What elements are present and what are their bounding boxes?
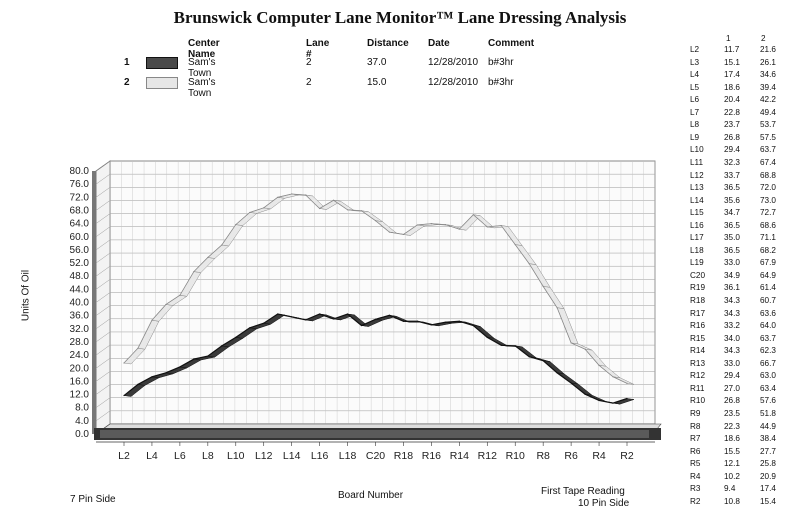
table-board-label: L4 — [690, 70, 700, 80]
series-2-point — [487, 226, 488, 227]
y-tick-label: 44.0 — [69, 284, 89, 296]
table-board-label: L17 — [690, 233, 704, 243]
legend-row1-center: Sam's Town — [188, 57, 216, 79]
series-2-point — [179, 295, 180, 296]
series-2-point — [571, 342, 572, 343]
series-1-point — [598, 400, 599, 401]
series-2-point — [598, 365, 599, 366]
x-tick-label: L8 — [201, 450, 214, 462]
x-tick-label: L18 — [338, 450, 357, 462]
table-row — [688, 258, 796, 268]
table-value-series-2: 73.0 — [760, 195, 776, 205]
y-tick-label: 4.0 — [75, 415, 89, 427]
table-board-label: L12 — [690, 170, 704, 180]
legend-header-distance: Distance — [367, 38, 409, 49]
series-1-point — [193, 358, 194, 359]
table-value-series-2: 51.8 — [760, 408, 776, 418]
left-side-label: 7 Pin Side — [70, 494, 116, 505]
table-board-label: R6 — [690, 446, 701, 456]
table-board-label: R17 — [690, 308, 706, 318]
table-value-series-1: 26.8 — [724, 396, 740, 406]
table-value-series-2: 38.4 — [760, 434, 776, 444]
table-value-series-2: 49.4 — [760, 107, 776, 117]
series-1-point — [347, 313, 348, 314]
series-1-point — [291, 316, 292, 317]
x-tick-label: R16 — [421, 450, 442, 462]
table-row — [688, 296, 796, 306]
table-board-label: R5 — [690, 459, 701, 469]
table-value-series-2: 53.7 — [760, 120, 776, 130]
x-tick-label: R4 — [592, 450, 606, 462]
x-tick-label: R2 — [620, 450, 634, 462]
table-row — [688, 359, 796, 369]
table-value-series-2: 57.5 — [760, 132, 776, 142]
series-1-point — [403, 321, 404, 322]
table-value-series-1: 33.0 — [724, 358, 740, 368]
table-value-series-2: 21.6 — [760, 45, 776, 54]
table-row — [688, 271, 796, 281]
table-board-label: C20 — [690, 270, 706, 280]
table-board-label: R12 — [690, 371, 706, 381]
table-value-series-2: 63.7 — [760, 333, 776, 343]
legend-header-lane: Lane # — [306, 38, 330, 60]
series-2-point — [137, 348, 138, 349]
table-header-series-2: 2 — [761, 34, 766, 43]
series-1-point — [221, 345, 222, 346]
x-tick-label: R18 — [393, 450, 414, 462]
table-header-series-1: 1 — [726, 34, 731, 43]
right-side-label: 10 Pin Side — [578, 498, 630, 509]
y-tick-label: 20.0 — [69, 363, 89, 375]
series-1-point — [249, 327, 250, 328]
series-2-point — [403, 234, 404, 235]
table-value-series-1: 29.4 — [724, 145, 740, 155]
table-value-series-2: 66.7 — [760, 358, 776, 368]
table-value-series-1: 10.2 — [724, 471, 740, 481]
table-value-series-2: 27.7 — [760, 446, 776, 456]
series-2-point — [543, 286, 544, 287]
table-value-series-1: 36.5 — [724, 183, 740, 193]
series-2-point — [584, 349, 585, 350]
series-2-point — [235, 224, 236, 225]
table-row — [688, 484, 796, 494]
table-value-series-1: 33.0 — [724, 258, 740, 268]
table-board-label: L9 — [690, 132, 700, 142]
x-tick-label: R12 — [477, 450, 497, 462]
table-row — [688, 246, 796, 256]
table-value-series-2: 60.7 — [760, 296, 776, 305]
y-tick-label: 52.0 — [69, 258, 89, 270]
series-1-point — [277, 313, 278, 314]
x-tick-label: R6 — [564, 450, 578, 462]
table-value-series-1: 22.8 — [724, 107, 740, 117]
y-axis-bar — [92, 171, 96, 434]
legend-row1-index: 1 — [124, 57, 130, 68]
series-2-point — [612, 376, 613, 377]
table-value-series-2: 61.4 — [760, 283, 776, 293]
legend-row1-date: 12/28/2010 — [428, 57, 479, 68]
series-1-point — [389, 315, 390, 316]
table-board-label: R10 — [690, 396, 706, 406]
series-2-point — [431, 223, 432, 224]
table-value-series-1: 23.5 — [724, 408, 740, 418]
table-row — [688, 422, 796, 432]
table-board-label: L5 — [690, 82, 700, 92]
series-1-point — [165, 372, 166, 373]
table-value-series-2: 68.2 — [760, 245, 776, 255]
series-1-point — [473, 325, 474, 326]
series-1-point — [263, 323, 264, 324]
legend-row2-date: 12/28/2010 — [428, 77, 479, 88]
x-tick-label: L6 — [174, 450, 186, 462]
table-value-series-2: 20.9 — [760, 471, 776, 481]
series-2-point — [361, 210, 362, 211]
series-1-point — [626, 398, 627, 399]
table-value-series-2: 72.7 — [760, 208, 776, 218]
table-board-label: R14 — [690, 346, 706, 356]
table-value-series-2: 62.3 — [760, 346, 776, 356]
table-value-series-1: 34.3 — [724, 308, 740, 318]
table-value-series-2: 17.4 — [760, 484, 776, 494]
board-number-label: Board Number — [338, 490, 404, 501]
table-row — [688, 145, 796, 155]
table-board-label: L3 — [690, 57, 700, 67]
series-1-point — [319, 313, 320, 314]
table-value-series-1: 32.3 — [724, 157, 740, 167]
series-2-point — [375, 220, 376, 221]
table-board-label: R2 — [690, 496, 701, 506]
table-value-series-1: 15.1 — [724, 57, 740, 67]
x-tick-label: R8 — [536, 450, 550, 462]
table-value-series-1: 36.1 — [724, 283, 740, 293]
table-value-series-1: 34.0 — [724, 333, 740, 343]
table-board-label: R7 — [690, 434, 701, 444]
y-tick-label: 48.0 — [69, 271, 89, 283]
table-board-label: R16 — [690, 321, 706, 331]
series-2-point — [277, 197, 278, 198]
table-row — [688, 196, 796, 206]
table-value-series-1: 35.0 — [724, 233, 740, 243]
table-row — [688, 83, 796, 93]
series-2-point — [347, 209, 348, 210]
y-tick-label: 76.0 — [69, 179, 89, 191]
series-1-point — [235, 337, 236, 338]
series-1-point — [445, 322, 446, 323]
series-2-point — [249, 212, 250, 213]
series-1-point — [487, 337, 488, 338]
table-value-series-1: 36.5 — [724, 220, 740, 230]
table-row — [688, 334, 796, 344]
table-board-label: R13 — [690, 358, 706, 368]
series-2-point — [333, 200, 334, 201]
table-row — [688, 221, 796, 231]
series-1-point — [431, 324, 432, 325]
y-tick-label: 36.0 — [69, 310, 89, 322]
table-value-series-2: 63.7 — [760, 145, 776, 155]
y-tick-label: 32.0 — [69, 323, 89, 335]
y-tick-label: 56.0 — [69, 244, 89, 256]
table-row — [688, 158, 796, 168]
table-row — [688, 472, 796, 482]
table-value-series-1: 33.7 — [724, 170, 740, 180]
table-value-series-2: 72.0 — [760, 183, 776, 193]
series-2-point — [417, 224, 418, 225]
table-value-series-2: 67.4 — [760, 157, 776, 167]
series-2-point — [207, 257, 208, 258]
legend-row2-comment: b#3hr — [488, 77, 514, 88]
first-tape-label: First Tape Reading — [541, 486, 625, 497]
series-2-point — [473, 214, 474, 215]
table-board-label: L19 — [690, 258, 704, 268]
series-1-point — [459, 321, 460, 322]
table-value-series-2: 25.8 — [760, 459, 776, 469]
table-board-label: R18 — [690, 296, 706, 305]
table-value-series-1: 36.5 — [724, 245, 740, 255]
table-value-series-2: 57.6 — [760, 396, 776, 406]
table-board-label: L18 — [690, 245, 704, 255]
y-tick-label: 24.0 — [69, 350, 89, 362]
table-value-series-2: 44.9 — [760, 421, 776, 431]
x-tick-label: L2 — [118, 450, 130, 462]
series-1-point — [137, 384, 138, 385]
series-1-point — [123, 395, 124, 396]
table-row — [688, 309, 796, 319]
series-2-point — [263, 207, 264, 208]
table-value-series-1: 34.7 — [724, 208, 740, 218]
table-value-series-1: 35.6 — [724, 195, 740, 205]
series-2-point — [319, 208, 320, 209]
table-value-series-1: 12.1 — [724, 459, 740, 469]
table-value-series-2: 68.8 — [760, 170, 776, 180]
x-tick-label: L10 — [227, 450, 245, 462]
table-value-series-2: 42.2 — [760, 95, 776, 105]
table-board-label: L13 — [690, 183, 704, 193]
table-row — [688, 447, 796, 457]
table-value-series-2: 64.0 — [760, 321, 776, 331]
y-tick-label: 28.0 — [69, 336, 89, 348]
table-board-label: L11 — [690, 157, 704, 167]
series-2-point — [389, 232, 390, 233]
y-tick-label: 60.0 — [69, 231, 89, 243]
table-value-series-2: 71.1 — [760, 233, 776, 243]
series-2-point — [305, 194, 306, 195]
series-1-point — [571, 382, 572, 383]
data-table-header — [688, 34, 796, 44]
series-1-point — [361, 325, 362, 326]
series-2-point — [515, 244, 516, 245]
series-2-point — [626, 383, 627, 384]
x-tick-label: L12 — [254, 450, 273, 462]
table-value-series-1: 18.6 — [724, 434, 740, 444]
table-value-series-2: 63.4 — [760, 383, 776, 393]
series-1-point — [501, 345, 502, 346]
table-board-label: R8 — [690, 421, 701, 431]
table-value-series-1: 20.4 — [724, 95, 740, 105]
series-1-point — [417, 321, 418, 322]
series-1-point — [584, 394, 585, 395]
table-value-series-1: 15.5 — [724, 446, 740, 456]
legend-row1-comment: b#3hr — [488, 57, 514, 68]
series-2-point — [123, 362, 124, 363]
table-board-label: R4 — [690, 471, 701, 481]
y-tick-label: 64.0 — [69, 218, 89, 230]
table-board-label: R15 — [690, 333, 706, 343]
table-row — [688, 283, 796, 293]
table-value-series-2: 39.4 — [760, 82, 776, 92]
x-tick-label: R14 — [449, 450, 469, 462]
table-value-series-2: 64.9 — [760, 270, 776, 280]
series-1-point — [333, 318, 334, 319]
table-value-series-1: 27.0 — [724, 383, 740, 393]
table-value-series-1: 18.6 — [724, 82, 740, 92]
table-board-label: L2 — [690, 45, 700, 54]
legend-row2-distance: 15.0 — [367, 77, 387, 88]
table-row — [688, 133, 796, 143]
series-2-point — [445, 224, 446, 225]
series-1-point — [305, 319, 306, 320]
table-value-series-2: 34.6 — [760, 70, 776, 80]
table-value-series-1: 34.3 — [724, 346, 740, 356]
legend-row1-distance: 37.0 — [367, 57, 387, 68]
table-board-label: R11 — [690, 383, 705, 393]
table-row — [688, 208, 796, 218]
series-2-point — [459, 229, 460, 230]
table-row — [688, 183, 796, 193]
series-2-point — [557, 307, 558, 308]
series-1-point — [179, 366, 180, 367]
table-row — [688, 70, 796, 80]
table-value-series-1: 23.7 — [724, 120, 740, 130]
series-1-point — [529, 356, 530, 357]
table-row — [688, 396, 796, 406]
x-tick-label: R10 — [505, 450, 525, 462]
table-value-series-1: 33.2 — [724, 321, 740, 331]
table-value-series-1: 29.4 — [724, 371, 740, 381]
chart-title: Brunswick Computer Lane Monitor™ Lane Dressing Analysis — [173, 8, 627, 27]
y-tick-label: 80.0 — [69, 166, 89, 177]
legend-row2-lane: 2 — [306, 77, 312, 88]
table-value-series-2: 68.6 — [760, 220, 776, 230]
series-2-point — [165, 304, 166, 305]
series-1-point — [557, 372, 558, 373]
legend-row1-lane: 2 — [306, 57, 312, 68]
legend-row2-index: 2 — [124, 77, 130, 88]
y-tick-label: 68.0 — [69, 205, 89, 217]
table-row — [688, 233, 796, 243]
table-value-series-1: 26.8 — [724, 132, 740, 142]
table-value-series-1: 22.3 — [724, 421, 740, 431]
y-tick-label: 0.0 — [75, 429, 89, 440]
y-tick-label: 12.0 — [69, 389, 89, 401]
table-row — [688, 346, 796, 356]
y-tick-label: 16.0 — [69, 376, 89, 388]
series-1-point — [207, 355, 208, 356]
series-2-point — [193, 271, 194, 272]
table-row — [688, 95, 796, 105]
series-1-point — [543, 360, 544, 361]
y-tick-label: 40.0 — [69, 297, 89, 309]
x-tick-label: L16 — [310, 450, 329, 462]
series-2-point — [221, 244, 222, 245]
table-row — [688, 120, 796, 130]
x-tick-label: L4 — [146, 450, 158, 462]
table-row — [688, 434, 796, 444]
legend-header-center: Center Name — [188, 38, 220, 60]
table-value-series-1: 17.4 — [724, 70, 740, 80]
legend-header-comment: Comment — [488, 38, 535, 49]
floor-slab-highlight — [100, 430, 649, 438]
y-tick-label: 8.0 — [75, 402, 89, 414]
table-row — [688, 409, 796, 419]
table-board-label: L8 — [690, 120, 700, 130]
table-row — [688, 384, 796, 394]
x-tick-label: L14 — [282, 450, 301, 462]
x-tick-label: C20 — [365, 450, 386, 462]
table-row — [688, 171, 796, 181]
table-board-label: L10 — [690, 145, 704, 155]
table-board-label: L7 — [690, 107, 700, 117]
table-board-label: R19 — [690, 283, 706, 293]
table-board-label: L16 — [690, 220, 704, 230]
table-value-series-2: 15.4 — [760, 496, 776, 506]
series-2-point — [151, 320, 152, 321]
table-board-label: L15 — [690, 208, 704, 218]
table-row — [688, 45, 796, 55]
table-row — [688, 497, 796, 507]
table-board-label: L6 — [690, 95, 700, 105]
series-2-point — [501, 225, 502, 226]
table-value-series-2: 63.6 — [760, 308, 776, 318]
table-value-series-1: 11.7 — [724, 45, 740, 54]
series-2-point — [529, 263, 530, 264]
series-1-point — [151, 376, 152, 377]
table-board-label: L14 — [690, 195, 704, 205]
y-tick-label: 72.0 — [69, 192, 89, 204]
table-value-series-2: 63.0 — [760, 371, 776, 381]
series-1-point — [515, 345, 516, 346]
table-value-series-1: 34.3 — [724, 296, 740, 305]
legend-row2-center: Sam's Town — [188, 77, 216, 99]
table-board-label: R9 — [690, 408, 701, 418]
y-axis-title: Units Of Oil — [20, 269, 32, 322]
series-1-point — [375, 319, 376, 320]
table-row — [688, 58, 796, 68]
table-row — [688, 459, 796, 469]
series-1-point — [612, 402, 613, 403]
table-row — [688, 321, 796, 331]
table-row — [688, 108, 796, 118]
table-value-series-1: 9.4 — [724, 484, 736, 494]
table-value-series-2: 67.9 — [760, 258, 776, 268]
table-value-series-1: 34.9 — [724, 270, 740, 280]
series-2-point — [291, 193, 292, 194]
table-value-series-1: 10.8 — [724, 496, 740, 506]
table-row — [688, 371, 796, 381]
table-board-label: R3 — [690, 484, 701, 494]
legend-header-date: Date — [428, 38, 450, 49]
table-value-series-2: 26.1 — [760, 57, 776, 67]
